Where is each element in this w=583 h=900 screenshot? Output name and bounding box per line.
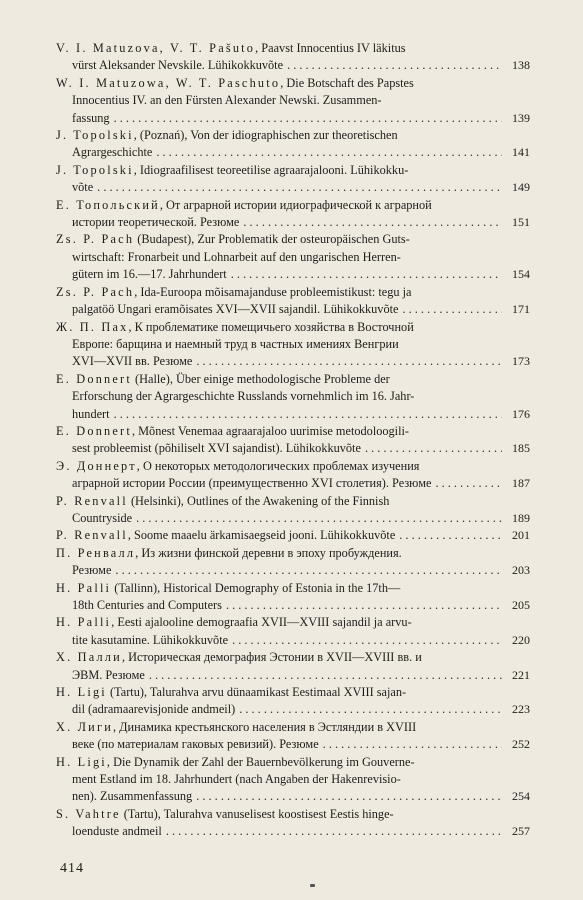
toc-entry xyxy=(56,580,530,615)
toc-entry-text: S. Vahtre (Tartu), Talurahva vanuselisest koostisest Eestis hinge- xyxy=(56,806,394,821)
toc-entry-line xyxy=(56,806,530,823)
toc-entry-text: П. Ренвалл, Из жизни финской деревни в эпоху пробуждения. xyxy=(56,545,402,560)
toc-entry-text: Европе: барщина и наемный труд в частных имениях Венгрии xyxy=(72,336,399,351)
toc-entry-line xyxy=(56,75,530,92)
toc-page-number: 203 xyxy=(512,563,530,578)
author-name: Х. Палли xyxy=(56,650,122,665)
toc-entry xyxy=(56,231,530,283)
toc-entry xyxy=(56,649,530,684)
toc-entry-last-line xyxy=(56,266,530,283)
toc-entry xyxy=(56,684,530,719)
toc-entry-last-line xyxy=(56,475,530,492)
toc-entry-line xyxy=(56,493,530,510)
toc-entry-text: tite kasutamine. Lühikokkuvõte xyxy=(72,632,229,647)
toc-entry-last-line xyxy=(56,353,530,370)
dot-leader xyxy=(239,701,502,718)
toc-entry-text: vürst Aleksander Nevskile. Lühikokkuvõte xyxy=(72,58,284,73)
toc-entry xyxy=(56,423,530,458)
toc-entry-text: W. I. Matuzowa, W. T. Paschuto, Die Botschaft des Papstes xyxy=(56,75,414,90)
dot-leader xyxy=(166,823,502,840)
toc-entry-text: Е. Топольский, От аграрной истории идиографической к аграрной xyxy=(56,197,432,212)
toc-entry-line xyxy=(56,771,530,788)
toc-entry-text: palgatöö Ungari eramõisates XVI—XVII sajandil. Lühikokkuvõte xyxy=(72,302,399,317)
toc-entry-text: веке (по материалам гаковых ревизий). Резюме xyxy=(72,737,319,752)
toc-entry-last-line xyxy=(56,144,530,161)
dot-leader xyxy=(226,597,502,614)
dot-leader xyxy=(323,736,502,753)
toc-entry-text: Zs. P. Pach, Ida-Euroopa mõisamajanduse probleemistikust: tegu ja xyxy=(56,284,412,299)
author-name: J. Topolski xyxy=(56,162,134,177)
toc-entry-last-line xyxy=(56,57,530,74)
author-name: H. Ligi xyxy=(56,754,107,769)
author-name: J. Topolski xyxy=(56,128,134,143)
toc-entry xyxy=(56,719,530,754)
toc-entry-text: E. Donnert (Halle), Über einige methodologische Probleme der xyxy=(56,371,390,386)
toc-entry xyxy=(56,40,530,75)
toc-entry xyxy=(56,319,530,371)
author-name: Zs. P. Pach xyxy=(56,284,135,299)
toc-entry-last-line xyxy=(56,788,530,805)
toc-page-number: 139 xyxy=(512,110,530,125)
page-number: 414 xyxy=(60,861,84,876)
toc-entry-text: Zs. P. Pach (Budapest), Zur Problematik der osteuropäischen Guts- xyxy=(56,232,410,247)
toc-page-number: 257 xyxy=(512,824,530,839)
toc-entry-text: H. Palli (Tallinn), Historical Demography of Estonia in the 17th— xyxy=(56,580,401,595)
author-name: E. Donnert xyxy=(56,371,132,386)
toc-entry-text: Erforschung der Agrargeschichte Russlands vornehmlich im 16. Jahr- xyxy=(72,389,415,404)
toc-entry-line xyxy=(56,231,530,248)
toc-entry-line xyxy=(56,684,530,701)
toc-entry-line xyxy=(56,197,530,214)
dot-leader xyxy=(365,440,502,457)
toc-page-number: 141 xyxy=(512,145,530,160)
toc-page-number: 221 xyxy=(512,667,530,682)
toc-page-number: 154 xyxy=(512,267,530,282)
toc-entry-text: P. Renvall, Soome maaelu ärkamisaegseid jooni. Lühikokkuvõte xyxy=(56,528,396,543)
toc-entry-text: Countryside xyxy=(72,510,133,525)
toc-page-number: 189 xyxy=(512,510,530,525)
toc-entry-last-line xyxy=(56,301,530,318)
toc-entry-text: sest probleemist (põhiliselt XVI sajandist). Lühikokkuvõte xyxy=(72,441,361,456)
author-name: P. Renvall xyxy=(56,493,128,508)
toc-entry-line xyxy=(56,40,530,57)
author-name: H. Palli xyxy=(56,580,112,595)
author-name: V. I. Matuzova, V. T. Pašuto xyxy=(56,41,256,55)
toc-entry-text: P. Renvall (Helsinki), Outlines of the Awakening of the Finnish xyxy=(56,493,390,508)
author-name: Э. Доннерт xyxy=(56,458,137,473)
toc-page-number: 151 xyxy=(512,215,530,230)
dot-leader xyxy=(231,266,502,283)
toc-entry-text: Х. Лиги, Динамика крестьянского населения в Эстляндии в XVIII xyxy=(56,719,417,734)
toc-page-number: 185 xyxy=(512,441,530,456)
print-mark xyxy=(310,884,315,887)
toc-entry-last-line xyxy=(56,736,530,753)
toc-entry-line xyxy=(56,754,530,771)
dot-leader xyxy=(136,510,502,527)
toc-entry-line xyxy=(56,249,530,266)
toc-entry xyxy=(56,197,530,232)
toc-entry-line xyxy=(56,580,530,597)
toc-entry-last-line xyxy=(56,562,530,579)
toc-entry-text: истории теоретической. Резюме xyxy=(72,215,240,230)
toc-entry xyxy=(56,754,530,806)
toc-entry-text: J. Topolski, (Poznań), Von der idiographischen zur theoretischen xyxy=(56,128,398,143)
toc-entry-text: H. Ligi (Tartu), Talurahva arvu dünaamikast Eestimaal XVIII sajan- xyxy=(56,685,407,700)
toc-entry-line xyxy=(56,545,530,562)
toc-entry-text: ment Estland im 18. Jahrhundert (nach Angaben der Hakenrevisio- xyxy=(72,772,401,787)
toc-entry xyxy=(56,806,530,841)
toc-entry-line xyxy=(56,371,530,388)
toc-entry-last-line xyxy=(56,179,530,196)
toc-entry-text: võte xyxy=(72,180,94,195)
toc-entry-text: Innocentius IV. an den Fürsten Alexander Newski. Zusammen- xyxy=(72,93,382,108)
dot-leader xyxy=(114,110,502,127)
toc-entry xyxy=(56,371,530,423)
toc-entry-text: Agrargeschichte xyxy=(72,145,153,160)
author-name: W. I. Matuzowa, W. T. Paschuto xyxy=(56,75,281,90)
toc-page-number: 138 xyxy=(512,58,530,73)
toc-entry-line xyxy=(56,614,530,631)
toc-entry-line xyxy=(56,719,530,736)
toc-entry xyxy=(56,527,530,544)
toc-entry xyxy=(56,75,530,127)
dot-leader xyxy=(115,562,502,579)
toc-entry-text: ЭВМ. Резюме xyxy=(72,667,145,682)
toc-entry-text: gütern im 16.—17. Jahrhundert xyxy=(72,267,227,282)
toc-entry xyxy=(56,458,530,493)
toc-entry-last-line xyxy=(56,406,530,423)
dot-leader xyxy=(243,214,502,231)
dot-leader xyxy=(114,406,502,423)
toc-page-number: 149 xyxy=(512,180,530,195)
toc-entry-line xyxy=(56,336,530,353)
author-name: Е. Топольский xyxy=(56,197,160,212)
toc-entry-text: H. Ligi, Die Dynamik der Zahl der Bauernbevölkerung im Gouverne- xyxy=(56,754,415,769)
toc-entry-last-line xyxy=(56,823,530,840)
toc-entry-line xyxy=(56,423,530,440)
author-name: Х. Лиги xyxy=(56,719,113,734)
author-name: E. Donnert xyxy=(56,423,132,438)
toc-entry-text: E. Donnert, Mõnest Venemaa agraarajaloo uurimise metodoloogili- xyxy=(56,423,410,438)
dot-leader xyxy=(149,667,502,684)
toc-entry-last-line xyxy=(56,632,530,649)
toc-entry-last-line xyxy=(56,667,530,684)
toc-entry-text: J. Topolski, Idiograafilisest teoreetilise agraarajalooni. Lühikokku- xyxy=(56,162,409,177)
toc-page-number: 220 xyxy=(512,632,530,647)
toc-entry-text: XVI—XVII вв. Резюме xyxy=(72,354,193,369)
toc-page-number: 176 xyxy=(512,406,530,421)
toc-entry-line xyxy=(56,92,530,109)
toc-entry-text: loenduste andmeil xyxy=(72,824,162,839)
dot-leader xyxy=(196,788,502,805)
toc-entry-text: Х. Палли, Историческая демография Эстонии в XVII—XVIII вв. и xyxy=(56,650,422,665)
toc-page-number: 254 xyxy=(512,789,530,804)
toc-entry-line xyxy=(56,649,530,666)
toc-entry-text: hundert xyxy=(72,406,110,421)
toc-entry-line xyxy=(56,162,530,179)
toc-entry-text: nen). Zusammenfassung xyxy=(72,789,193,804)
dot-leader xyxy=(435,475,502,492)
toc-entry-text: wirtschaft: Fronarbeit und Lohnarbeit auf den ungarischen Herren- xyxy=(72,249,401,264)
author-name: H. Palli xyxy=(56,615,112,630)
dot-leader xyxy=(399,527,502,544)
toc-entry xyxy=(56,493,530,528)
toc-page-number: 223 xyxy=(512,702,530,717)
toc-entry-last-line xyxy=(56,527,530,544)
dot-leader xyxy=(156,144,502,161)
toc-entry-last-line xyxy=(56,110,530,127)
toc-entry-text: V. I. Matuzova, V. T. Pašuto, Paavst Innocentius IV läkitus xyxy=(56,41,406,55)
toc-entry-last-line xyxy=(56,701,530,718)
toc-page-number: 171 xyxy=(512,302,530,317)
toc-page-number: 201 xyxy=(512,528,530,543)
dot-leader xyxy=(97,179,502,196)
dot-leader xyxy=(196,353,502,370)
toc-entry-text: Ж. П. Пах, К проблематике помещичьего хозяйства в Восточной xyxy=(56,319,414,334)
toc-entry xyxy=(56,545,530,580)
toc-entry-line xyxy=(56,458,530,475)
toc-entry xyxy=(56,162,530,197)
toc-page-number: 252 xyxy=(512,737,530,752)
author-name: Zs. P. Pach xyxy=(56,232,135,247)
toc-entry-last-line xyxy=(56,214,530,231)
toc-entry xyxy=(56,127,530,162)
toc-entry xyxy=(56,614,530,649)
toc-entry-line xyxy=(56,127,530,144)
table-of-contents xyxy=(56,40,530,841)
toc-entry-text: 18th Centuries and Computers xyxy=(72,598,222,612)
author-name: S. Vahtre xyxy=(56,806,121,821)
toc-entry xyxy=(56,284,530,319)
toc-entry-text: аграрной истории России (преимущественно XVI столетия). Резюме xyxy=(72,476,432,491)
toc-entry-text: H. Palli, Eesti ajalooline demograafia XVII—XVIII sajandil ja arvu- xyxy=(56,615,412,630)
toc-entry-text: Резюме xyxy=(72,563,112,578)
toc-entry-last-line xyxy=(56,440,530,457)
toc-entry-line xyxy=(56,284,530,301)
dot-leader xyxy=(402,301,502,318)
author-name: Ж. П. Пах xyxy=(56,319,129,334)
toc-entry-text: fassung xyxy=(72,110,110,125)
toc-entry-text: Э. Доннерт, О некоторых методологических проблемах изучения xyxy=(56,458,420,473)
toc-page-number: 173 xyxy=(512,354,530,369)
toc-entry-text: dil (adramaarevisjonide andmeil) xyxy=(72,702,236,717)
toc-page-number: 205 xyxy=(512,598,530,612)
toc-entry-line xyxy=(56,388,530,405)
toc-entry-last-line xyxy=(56,510,530,527)
author-name: П. Ренвалл xyxy=(56,545,136,560)
toc-entry-last-line xyxy=(56,597,530,614)
dot-leader xyxy=(232,632,502,649)
toc-page-number: 187 xyxy=(512,476,530,491)
toc-entry-line xyxy=(56,319,530,336)
dot-leader xyxy=(287,57,502,74)
author-name: H. Ligi xyxy=(56,685,107,700)
author-name: P. Renvall xyxy=(56,528,128,543)
